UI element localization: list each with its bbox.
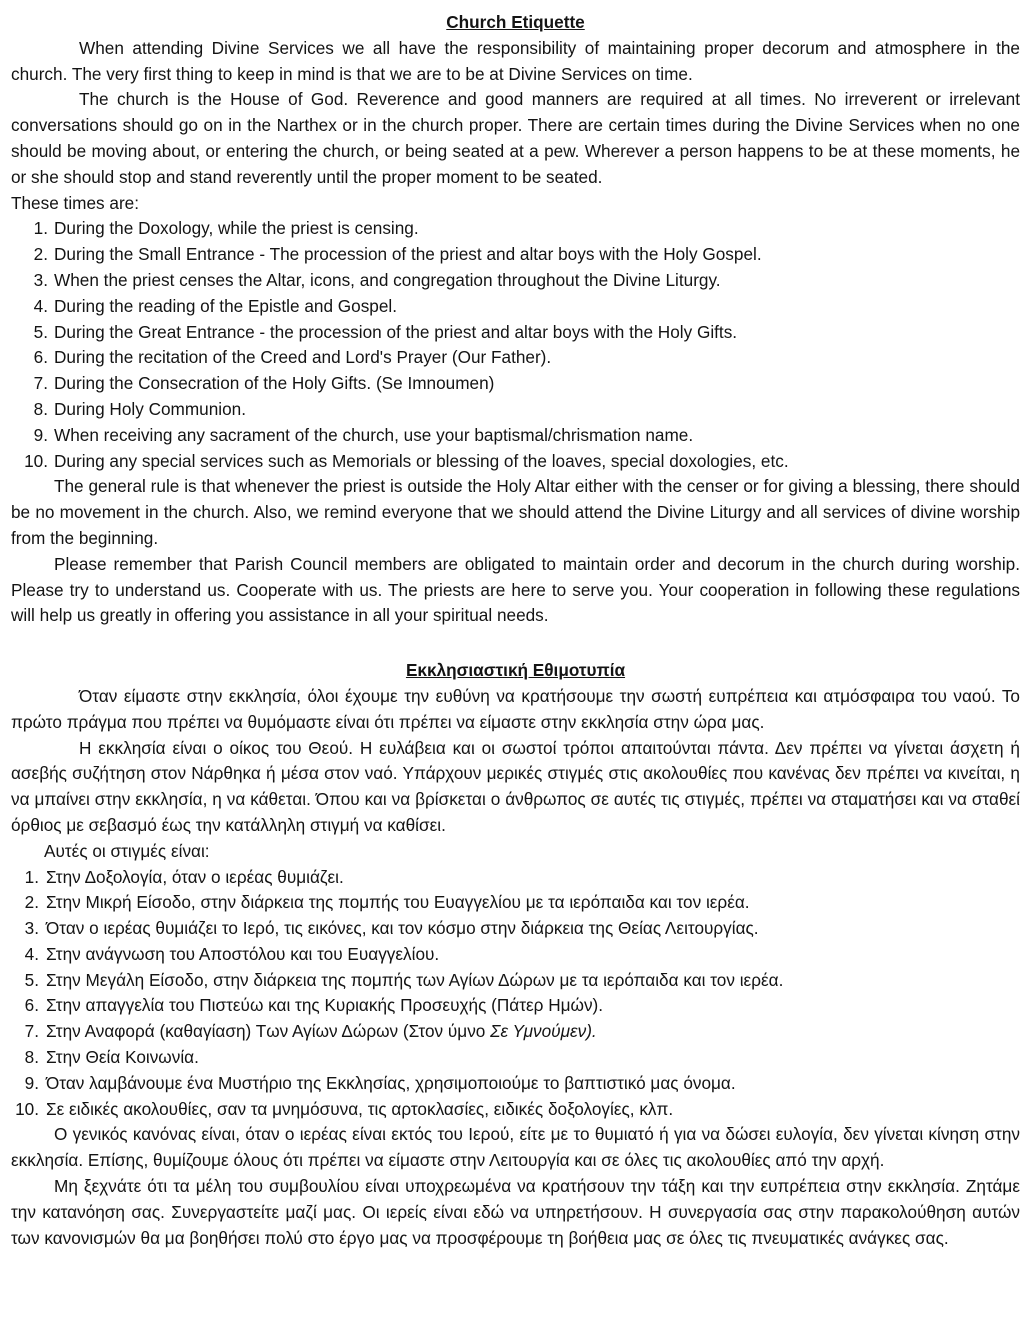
list-item-number: 3. [33,269,48,290]
greek-paragraph-2: Η εκκλησία είναι ο οίκος του Θεού. Η ευλάβεια και οι σωστοί τρόποι απαιτούνται πάντα. Δεν πρέπει να γίνεται άσχετη ή ασεβής συζήτηση στον Νάρθηκα ή μέσα στον ναό. Υπάρχουν μερικές στιγμές στις ακολουθίες που κανένας δεν πρέπει να κινείται, η να μπαίνει στην εκκλησία, η να κάθεται. Όπου και να βρίσκεται ο άνθρωπος σε αυτές τις στιγμές, πρέπει να σταματήσει και να σταθεί όρθιος με σεβασμό έως την κατάλληλη στιγμή να καθίσει. [11,737,1020,835]
list-item-number: 1. [24,866,39,887]
list-item-text: Στην Δοξολογία, όταν ο ιερέας θυμιάζει. [46,866,344,887]
list-item-number: 6. [33,347,48,368]
list-item-text: Στην Θεία Κοινωνία. [46,1047,199,1068]
list-item-text: When the priest censes the Altar, icons, and congregation throughout the Divine Liturgy. [54,269,721,290]
list-item [11,968,1020,994]
list-item-number: 10. [15,1098,39,1119]
list-item [11,993,1020,1019]
list-item [11,449,1020,475]
list-item [11,942,1020,968]
list-item [11,268,1020,294]
list-item [11,890,1020,916]
list-item-number: 5. [24,969,39,990]
list-item-number: 3. [24,918,39,939]
list-item-number: 5. [33,321,48,342]
english-section [11,10,1020,629]
list-item-number: 1. [33,218,48,239]
greek-times-list [11,865,1020,1123]
greek-paragraph-4: Μη ξεχνάτε ότι τα μέλη του συμβουλίου είναι υποχρεωμένα να κρατήσουν την τάξη και την ευπρέπεια στην εκκλησία. Ζητάμε την κατανόηση σας. Συνεργαστείτε μαζί μας. Οι ιερείς είναι εδώ να υπηρετήσουν. Η συνεργασία σας στην παρακολούθηση αυτών των κανονισμών θα μα βοηθήσει πολύ στο έργο μας να προσφέρουμε τη βοήθεια μας σε όλες τις πνευματικές ανάγκες σας. [11,1176,1020,1248]
list-item-number: 6. [24,995,39,1016]
english-times-list [11,216,1020,474]
list-item-text: During Holy Communion. [54,398,246,419]
list-item [11,1019,1020,1045]
list-item [11,216,1020,242]
list-item-text: During the Small Entrance - The procession of the priest and altar boys with the Holy Gospel. [54,244,762,265]
english-paragraph-1: When attending Divine Services we all have the responsibility of maintaining proper decorum and atmosphere in the church. The very first thing to keep in mind is that we are to be at Divine Services on time. [11,37,1020,84]
greek-section [11,658,1020,1251]
list-item [11,1045,1020,1071]
list-item-number: 9. [24,1072,39,1093]
list-item-number: 8. [24,1047,39,1068]
list-item-text: During the recitation of the Creed and Lord's Prayer (Our Father). [54,347,552,368]
list-item-number: 9. [33,424,48,445]
english-times-intro: These times are: [11,192,139,213]
greek-paragraph-3: Ο γενικός κανόνας είναι, όταν ο ιερέας είναι εκτός του Ιερού, είτε με το θυμιατό ή για να δώσει ευλογία, δεν γίνεται κίνηση στην εκκλησία. Επίσης, θυμίζουμε όλους ότι πρέπει να είμαστε στην Λειτουργία και σε όλες τις ακολουθίες από την αρχή. [11,1124,1020,1171]
list-item-text: Όταν ο ιερέας θυμιάζει το Ιερό, τις εικόνες, και τον κόσμο στην διάρκεια της Θείας Λειτουργίας. [46,918,759,939]
greek-times-intro: Αυτές οι στιγμές είναι: [44,840,210,861]
section-gap [11,629,1020,655]
list-item-number: 10. [24,450,48,471]
list-item [11,371,1020,397]
list-item-text: During the Great Entrance - the procession of the priest and altar boys with the Holy Gifts. [54,321,738,342]
list-item-text: When receiving any sacrament of the church, use your baptismal/chrismation name. [54,424,694,445]
english-title: Church Etiquette [446,12,585,32]
list-item [11,345,1020,371]
list-item-text: During the Consecration of the Holy Gifts. (Se Imnoumen) [54,373,495,394]
list-item-text: Στην Αναφορά (καθαγίαση) Των Αγίων Δώρων (Στον ύμνο Σε Υμνούμεν). [46,1021,597,1042]
english-paragraph-2: The church is the House of God. Reverence and good manners are required at all times. No irreverent or irrelevant conversations should go on in the Narthex or in the church proper. There are certain times during the Divine Services when no one should be moving about, or entering the church, or being seated at a pew. Wherever a person happens to be at these moments, he or she should stop and stand reverently until the proper moment to be seated. [11,89,1020,187]
list-item-number: 4. [24,943,39,964]
list-item-text: Στην Μεγάλη Είσοδο, στην διάρκεια της πομπής των Αγίων Δώρων με τα ιερόπαιδα και τον ιερέα. [46,969,784,990]
list-item-number: 2. [24,892,39,913]
list-item-text: Στην ανάγνωση του Αποστόλου και του Ευαγγελίου. [46,943,440,964]
list-item-number: 8. [33,398,48,419]
list-item-text: Στην απαγγελία του Πιστεύω και της Κυριακής Προσευχής (Πάτερ Ημών). [46,995,604,1016]
list-item-text: Σε ειδικές ακολουθίες, σαν τα μνημόσυνα, τις αρτοκλασίες, ειδικές δοξολογίες, κλπ. [46,1098,674,1119]
list-item [11,916,1020,942]
list-item [11,320,1020,346]
list-item [11,397,1020,423]
list-item [11,1097,1020,1123]
list-item [11,294,1020,320]
list-item-number: 7. [33,373,48,394]
list-item-number: 4. [33,295,48,316]
list-item [11,242,1020,268]
list-item-number: 7. [24,1021,39,1042]
english-paragraph-4: Please remember that Parish Council members are obligated to maintain order and decorum in the church during worship. Please try to understand us. Cooperate with us. The priests are here to serve you. Your cooperation in following these regulations will help us greatly in offering you assistance in all your spiritual needs. [11,553,1020,626]
english-paragraph-3: The general rule is that whenever the priest is outside the Holy Altar either with the censer or for giving a blessing, there should be no movement in the church. Also, we remind everyone that we should attend the Divine Liturgy and all services of divine worship from the beginning. [11,476,1020,548]
list-item [11,423,1020,449]
greek-paragraph-1: Όταν είμαστε στην εκκλησία, όλοι έχουμε την ευθύνη να κρατήσουμε την σωστή ευπρέπεια και ατμόσφαιρα του ναού. Το πρώτο πράγμα που πρέπει να θυμόμαστε είναι ότι πρέπει να είμαστε στην εκκλησία στην ώρα μας. [11,685,1020,732]
list-item-text: During any special services such as Memorials or blessing of the loaves, special doxologies, etc. [54,450,789,471]
list-item-number: 2. [33,244,48,265]
list-item-text: Όταν λαμβάνουμε ένα Μυστήριο της Εκκλησίας, χρησιμοποιούμε το βαπτιστικό μας όνομα. [46,1072,736,1093]
list-item-text: Στην Μικρή Είσοδο, στην διάρκεια της πομπής του Ευαγγελίου με τα ιερόπαιδα και τον ιερέα. [46,892,750,913]
list-item-text: During the reading of the Epistle and Gospel. [54,295,398,316]
list-item [11,1071,1020,1097]
list-item [11,865,1020,891]
greek-title: Εκκλησιαστική Εθιμοτυπία [405,660,626,681]
list-item-text: During the Doxology, while the priest is censing. [54,218,419,239]
hymn-title-italic: Σε Υμνούμεν). [490,1021,597,1042]
